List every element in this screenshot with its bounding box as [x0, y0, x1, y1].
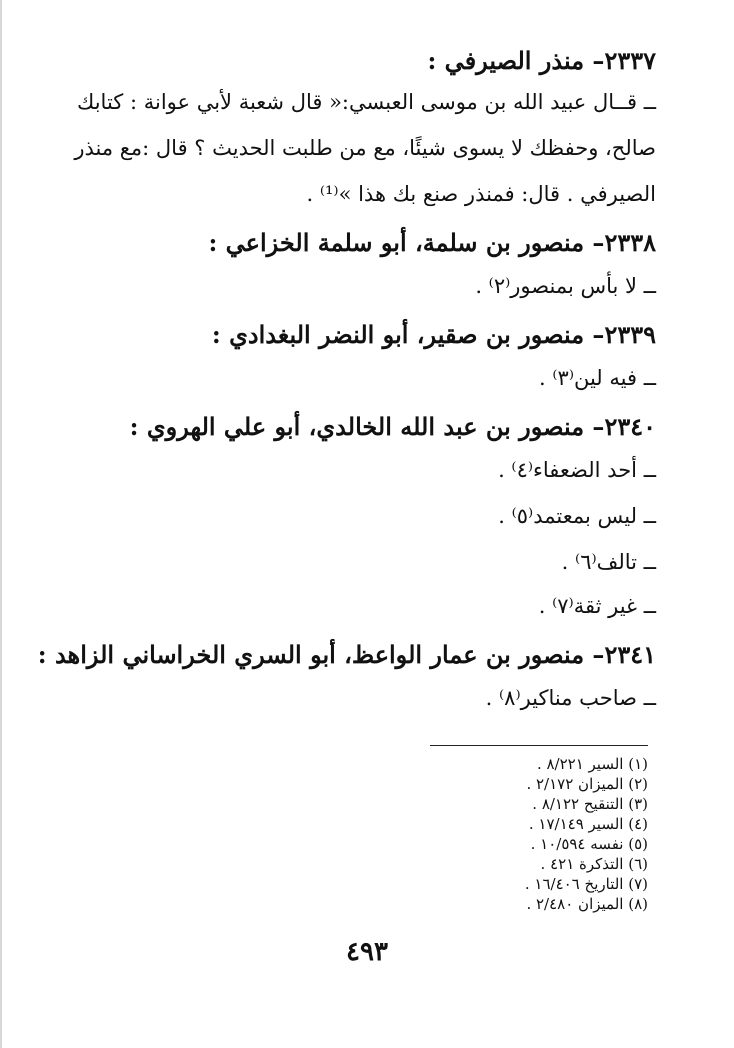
footnote-7: (٧) التاريخ ١٦/٤٠٦ .	[524, 875, 648, 893]
entry-2340-title: ٢٣٤٠– منصور بن عبد الله الخالدي، أبو علي الهروي :	[129, 412, 656, 441]
footnote-3: (٣) التنقيح ٨/١٢٢ .	[532, 795, 648, 813]
entry-2338-title: ٢٣٣٨– منصور بن سلمة، أبو سلمة الخزاعي :	[208, 228, 656, 257]
page-number: ٤٩٣	[346, 937, 388, 967]
page-edge-shadow	[0, 0, 2, 1048]
entry-2340-line-4: ــ غير ثقة⁽٧⁾ .	[538, 594, 656, 618]
footnote-separator	[430, 745, 648, 746]
footnote-2: (٢) الميزان ٢/١٧٢ .	[526, 775, 648, 793]
entry-2340-line-3: ــ تالف⁽٦⁾ .	[561, 550, 656, 574]
entry-2339-title: ٢٣٣٩– منصور بن صقير، أبو النضر البغدادي :	[211, 320, 656, 349]
entry-2337-line-1: ــ قــال عبيد الله بن موسى العبسي:« قال شعبة لأبي عوانة : كتابك	[77, 90, 656, 114]
entry-2338-line-1: ــ لا بأس بمنصور⁽٢⁾ .	[475, 274, 656, 298]
entry-2341-line-1: ــ صاحب مناكير⁽٨⁾ .	[485, 686, 656, 710]
footnote-4: (٤) السير ١٧/١٤٩ .	[528, 815, 648, 833]
footnote-1: (١) السير ٨/٢٢١ .	[536, 755, 648, 773]
footnote-6: (٦) التذكرة ٤٢١ .	[540, 855, 648, 873]
entry-2337-title: ٢٣٣٧– منذر الصيرفي :	[427, 46, 656, 75]
entry-2337-line-2: صالح، وحفظك لا يسوى شيئًا، مع من طلبت الحديث ؟ قال :مع منذر	[74, 136, 656, 160]
entry-2340-line-1: ــ أحد الضعفاء⁽٤⁾ .	[498, 458, 656, 482]
footnote-8: (٨) الميزان ٢/٤٨٠ .	[526, 895, 648, 913]
footnote-5: (٥) نفسه ١٠/٥٩٤ .	[530, 835, 648, 853]
entry-2337-line-3: الصيرفي . قال: فمنذر صنع بك هذا »⁽¹⁾ .	[306, 182, 656, 206]
entry-2339-line-1: ــ فيه لين⁽٣⁾ .	[539, 366, 656, 390]
entry-2341-title: ٢٣٤١– منصور بن عمار الواعظ، أبو السري الخراساني الزاهد :	[37, 640, 656, 669]
entry-2340-line-2: ــ ليس بمعتمد⁽٥⁾ .	[498, 504, 656, 528]
